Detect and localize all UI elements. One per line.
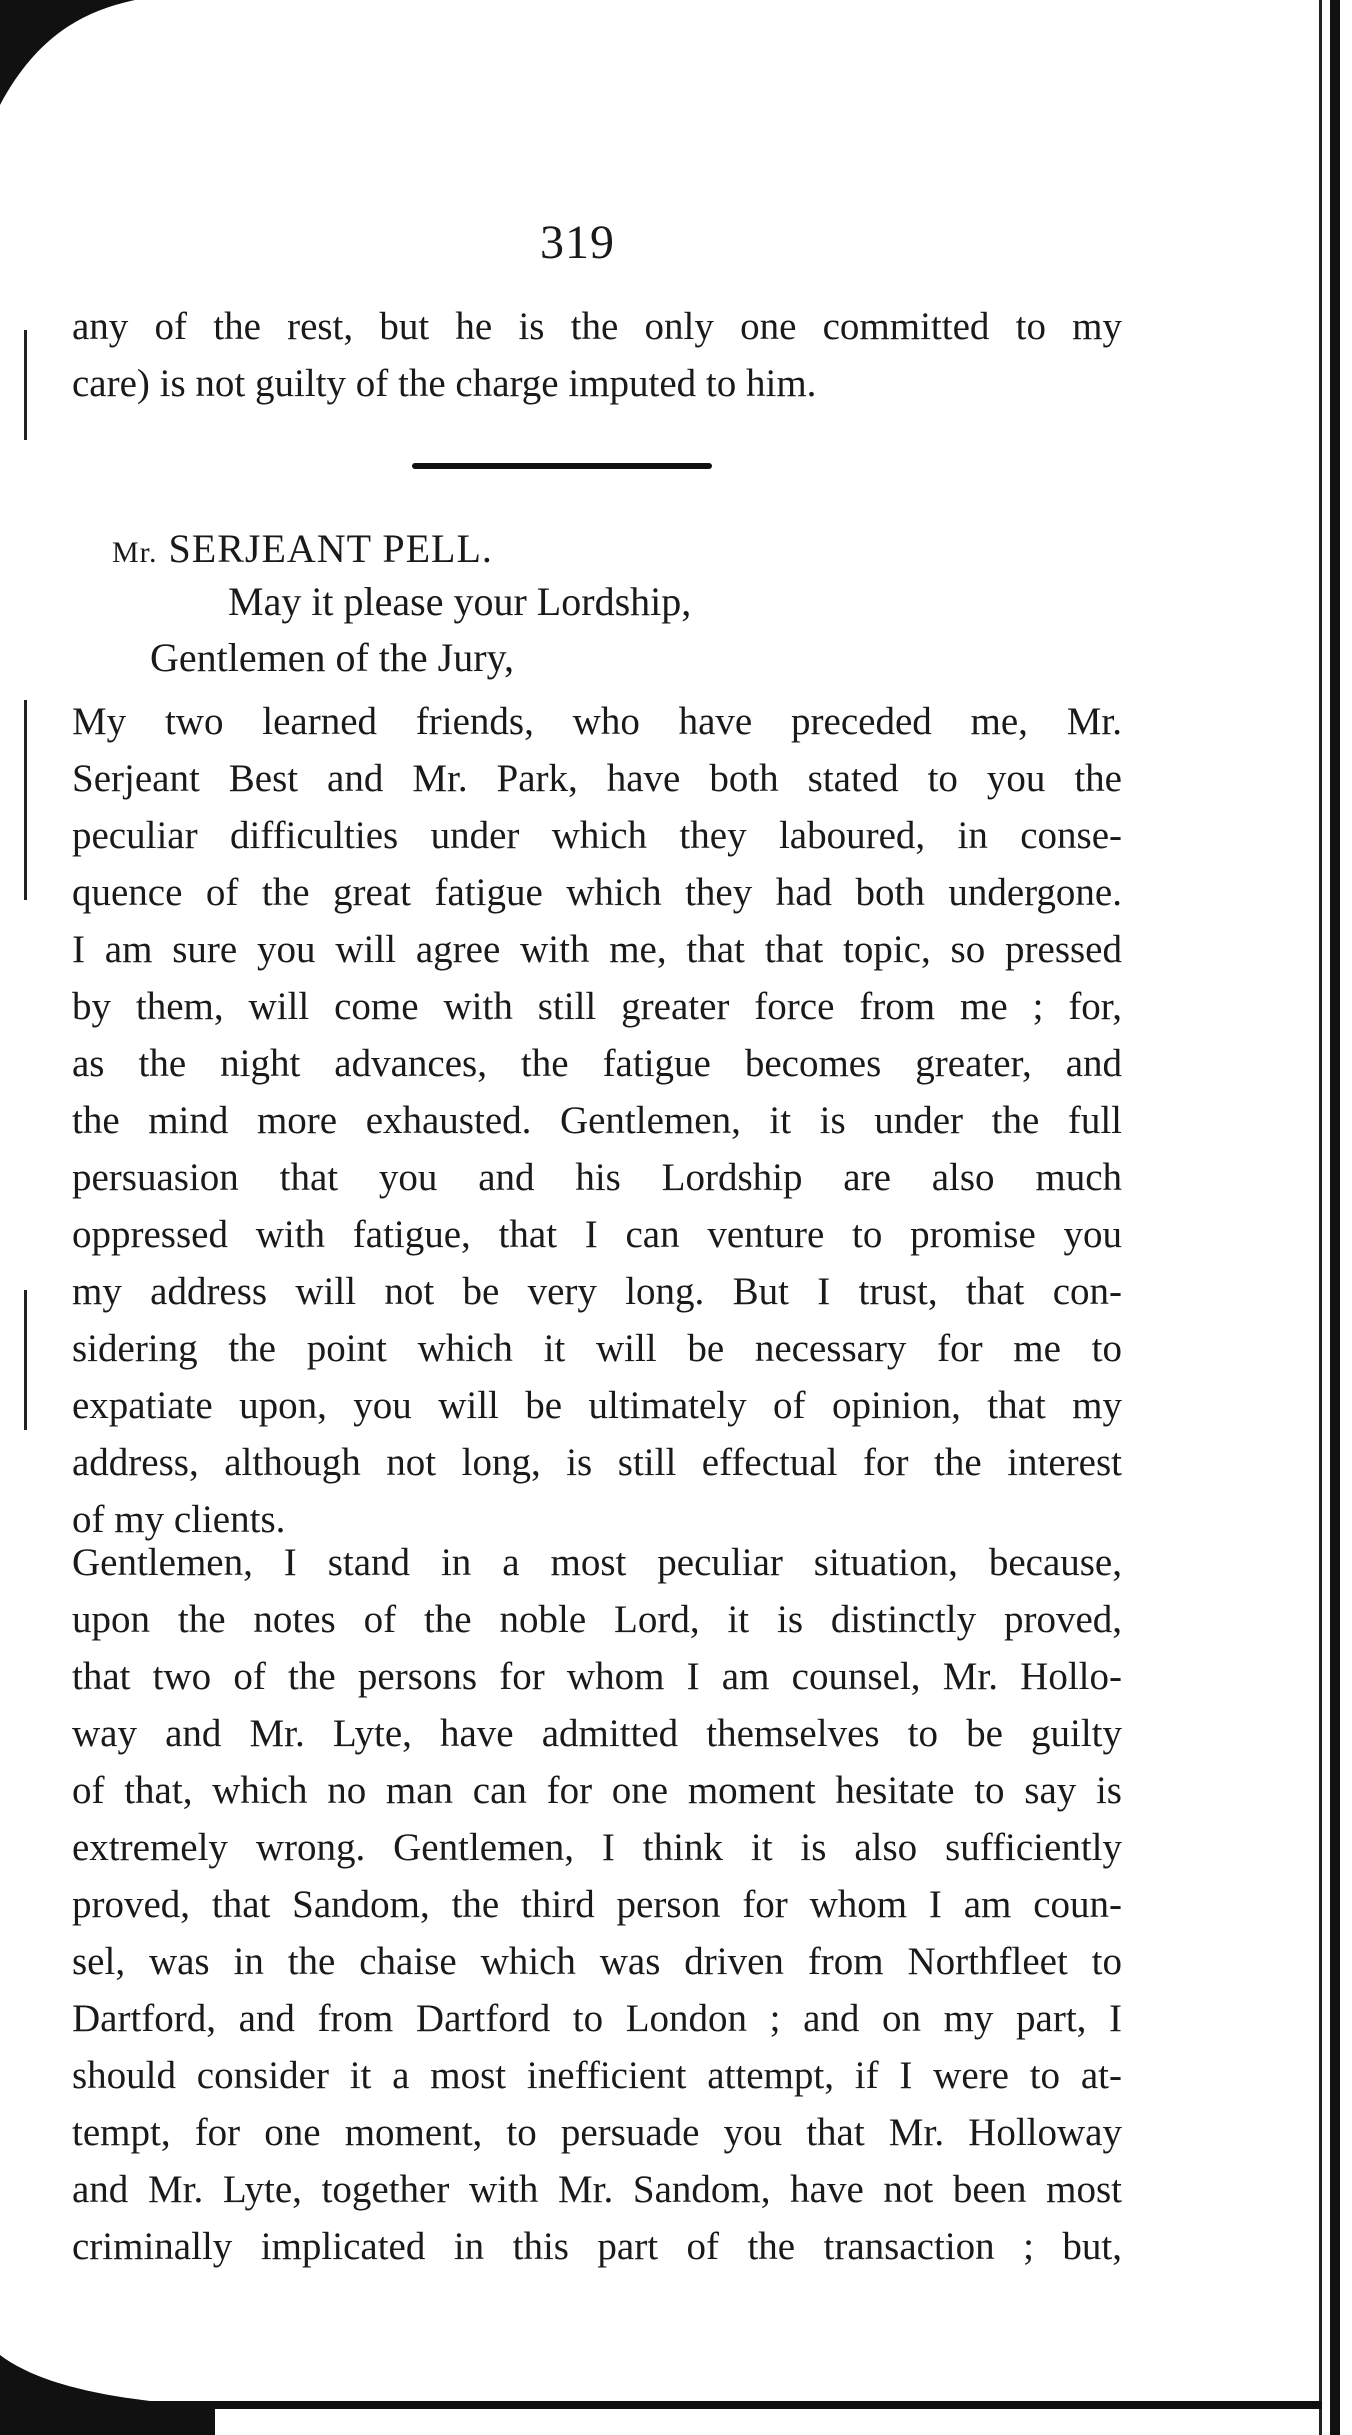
speaker-heading (112, 525, 493, 572)
paragraph-2 (72, 1534, 1122, 2275)
text-line: Gentlemen, I stand in a most peculiar situation, because, (72, 1541, 1122, 1584)
page-number: 319 (540, 216, 615, 269)
text-line: I am sure you will agree with me, that that topic, so pressed (72, 928, 1122, 971)
continuation-text (72, 298, 1122, 412)
margin-mark (24, 700, 27, 900)
book-edge-right-inner (1319, 0, 1322, 2435)
text-line: quence of the great fatigue which they had both undergone. (72, 871, 1122, 914)
margin-mark (24, 1290, 27, 1430)
text-line: that two of the persons for whom I am counsel, Mr. Hollo- (72, 1655, 1122, 1698)
text-line: of that, which no man can for one moment hesitate to say is (72, 1769, 1122, 1812)
text-line: of my clients. (72, 1498, 286, 1541)
text-line: persuasion that you and his Lordship are also much (72, 1156, 1122, 1199)
page-corner-shadow-bottom (0, 2345, 220, 2435)
text-line: as the night advances, the fatigue becomes greater, and (72, 1042, 1122, 1085)
speaker-prefix: Mr. (112, 536, 158, 569)
salutation-jury: Gentlemen of the Jury, (150, 635, 514, 680)
text-line: any of the rest, but he is the only one committed to my (72, 305, 1122, 348)
text-line: should consider it a most inefficient attempt, if I were to at- (72, 2054, 1122, 2097)
text-line: extremely wrong. Gentlemen, I think it is also sufficiently (72, 1826, 1122, 1869)
text-line: way and Mr. Lyte, have admitted themselves to be guilty (72, 1712, 1122, 1755)
book-edge-bottom (30, 2401, 1322, 2409)
text-line: address, although not long, is still effectual for the interest (72, 1441, 1122, 1484)
text-line: peculiar difficulties under which they laboured, in conse- (72, 814, 1122, 857)
text-line: my address will not be very long. But I trust, that con- (72, 1270, 1122, 1313)
text-line: oppressed with fatigue, that I can venture to promise you (72, 1213, 1122, 1256)
page-corner-shadow-top (0, 0, 140, 110)
section-divider (412, 463, 712, 469)
salutation-lordship: May it please your Lordship, (228, 579, 692, 624)
text-line: upon the notes of the noble Lord, it is distinctly proved, (72, 1598, 1122, 1641)
text-line: sidering the point which it will be necessary for me to (72, 1327, 1122, 1370)
text-line: sel, was in the chaise which was driven from Northfleet to (72, 1940, 1122, 1983)
text-line: Serjeant Best and Mr. Park, have both stated to you the (72, 757, 1122, 800)
book-edge-right (1330, 0, 1340, 2435)
text-line: criminally implicated in this part of the transaction ; but, (72, 2225, 1122, 2268)
text-line: by them, will come with still greater force from me ; for, (72, 985, 1122, 1028)
text-line: the mind more exhausted. Gentlemen, it is under the full (72, 1099, 1122, 1142)
text-line: and Mr. Lyte, together with Mr. Sandom, have not been most (72, 2168, 1122, 2211)
text-line: expatiate upon, you will be ultimately of opinion, that my (72, 1384, 1122, 1427)
speaker-name: SERJEANT PELL. (168, 526, 493, 571)
paragraph-1 (72, 693, 1122, 1548)
text-line: care) is not guilty of the charge imputed to him. (72, 362, 817, 405)
text-line: My two learned friends, who have preceded me, Mr. (72, 700, 1122, 743)
text-line: proved, that Sandom, the third person for whom I am coun- (72, 1883, 1122, 1926)
margin-mark (24, 330, 27, 440)
text-line: tempt, for one moment, to persuade you that Mr. Holloway (72, 2111, 1122, 2154)
text-line: Dartford, and from Dartford to London ; and on my part, I (72, 1997, 1122, 2040)
